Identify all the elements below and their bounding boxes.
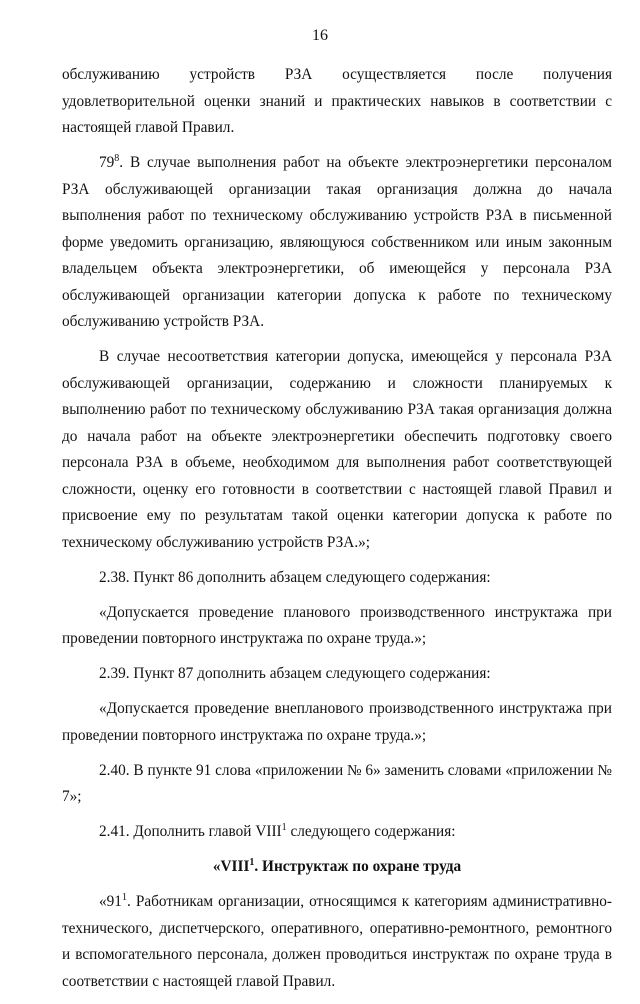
text-run: обслуживанию устройств РЗА осуществляется после получения удовлетворительной оценки знаний и практических навыков в соответствии с настоящей главой Правил. [62, 66, 612, 136]
superscript: 1 [249, 856, 255, 868]
text-run: 2.41. Дополнить главой VIII [99, 823, 282, 840]
paragraph [62, 600, 612, 653]
text-run: «Допускается проведение планового производственного инструктажа при проведении повторного инструктажа по охране труда.»; [62, 603, 612, 647]
paragraph [62, 344, 612, 556]
text-run: . Инструктаж по охране труда [254, 858, 462, 875]
text-run: следующего содержания: [286, 823, 456, 840]
superscript: 1 [121, 891, 127, 903]
text-run: . В случае выполнения работ на объекте электроэнергетики персоналом РЗА обслуживающей организации такая организация должна до начала выполнения работ по техническому обслуживанию устройств РЗА в письменной форме уведомить организацию, являющуюся собственником или иным законным владельцем объекта электроэнергетики, об имеющейся у персонала РЗА обслуживающей организации категории допуска к работе по техническому обслуживанию устройств РЗА. [62, 154, 612, 330]
paragraph [62, 150, 612, 336]
paragraph [62, 758, 612, 811]
paragraph [62, 819, 612, 846]
paragraph [62, 661, 612, 688]
text-run: . Работникам организации, относящимся к категориям административно-технического, диспетчерского, оперативного, оперативно-ремонтного, ремонтного и вспомогательного персонала, должен проводиться инструктаж по охране труда в соответствии с настоящей главой Правил. [62, 893, 612, 990]
text-run: 2.38. Пункт 86 дополнить абзацем следующего содержания: [99, 568, 491, 586]
paragraph [62, 62, 612, 142]
text-run: «91 [99, 893, 122, 910]
page-number: 16 [312, 27, 328, 44]
text-run: 79 [99, 154, 115, 171]
text-run: 2.39. Пункт 87 дополнить абзацем следующего содержания: [99, 665, 491, 682]
paragraph [62, 565, 612, 592]
paragraph [62, 696, 612, 749]
superscript: 1 [281, 821, 287, 833]
section-heading [62, 854, 612, 881]
superscript: 8 [114, 152, 120, 164]
text-run: «Допускается проведение внепланового производственного инструктажа при проведении повторного инструктажа по охране труда.»; [62, 700, 612, 744]
text-run: «VIII [212, 858, 250, 875]
text-run: 2.40. В пункте 91 слова «приложении № 6» заменить словами «приложении № 7»; [62, 761, 612, 805]
document-body [62, 62, 612, 1004]
text-run: В случае несоответствия категории допуска, имеющейся у персонала РЗА обслуживающей организации, содержанию и сложности планируемых к выполнению работ по техническому обслуживанию РЗА такая организация должна до начала работ на объекте электроэнергетики обеспечить подготовку своего персонала РЗА в объеме, необходимом для выполнения работ соответствующей сложности, оценку его готовности в соответствии с настоящей главой Правил и присвоение ему по результатам такой оценки категории допуска к работе по техническому обслуживанию устройств РЗА.»; [62, 348, 612, 551]
